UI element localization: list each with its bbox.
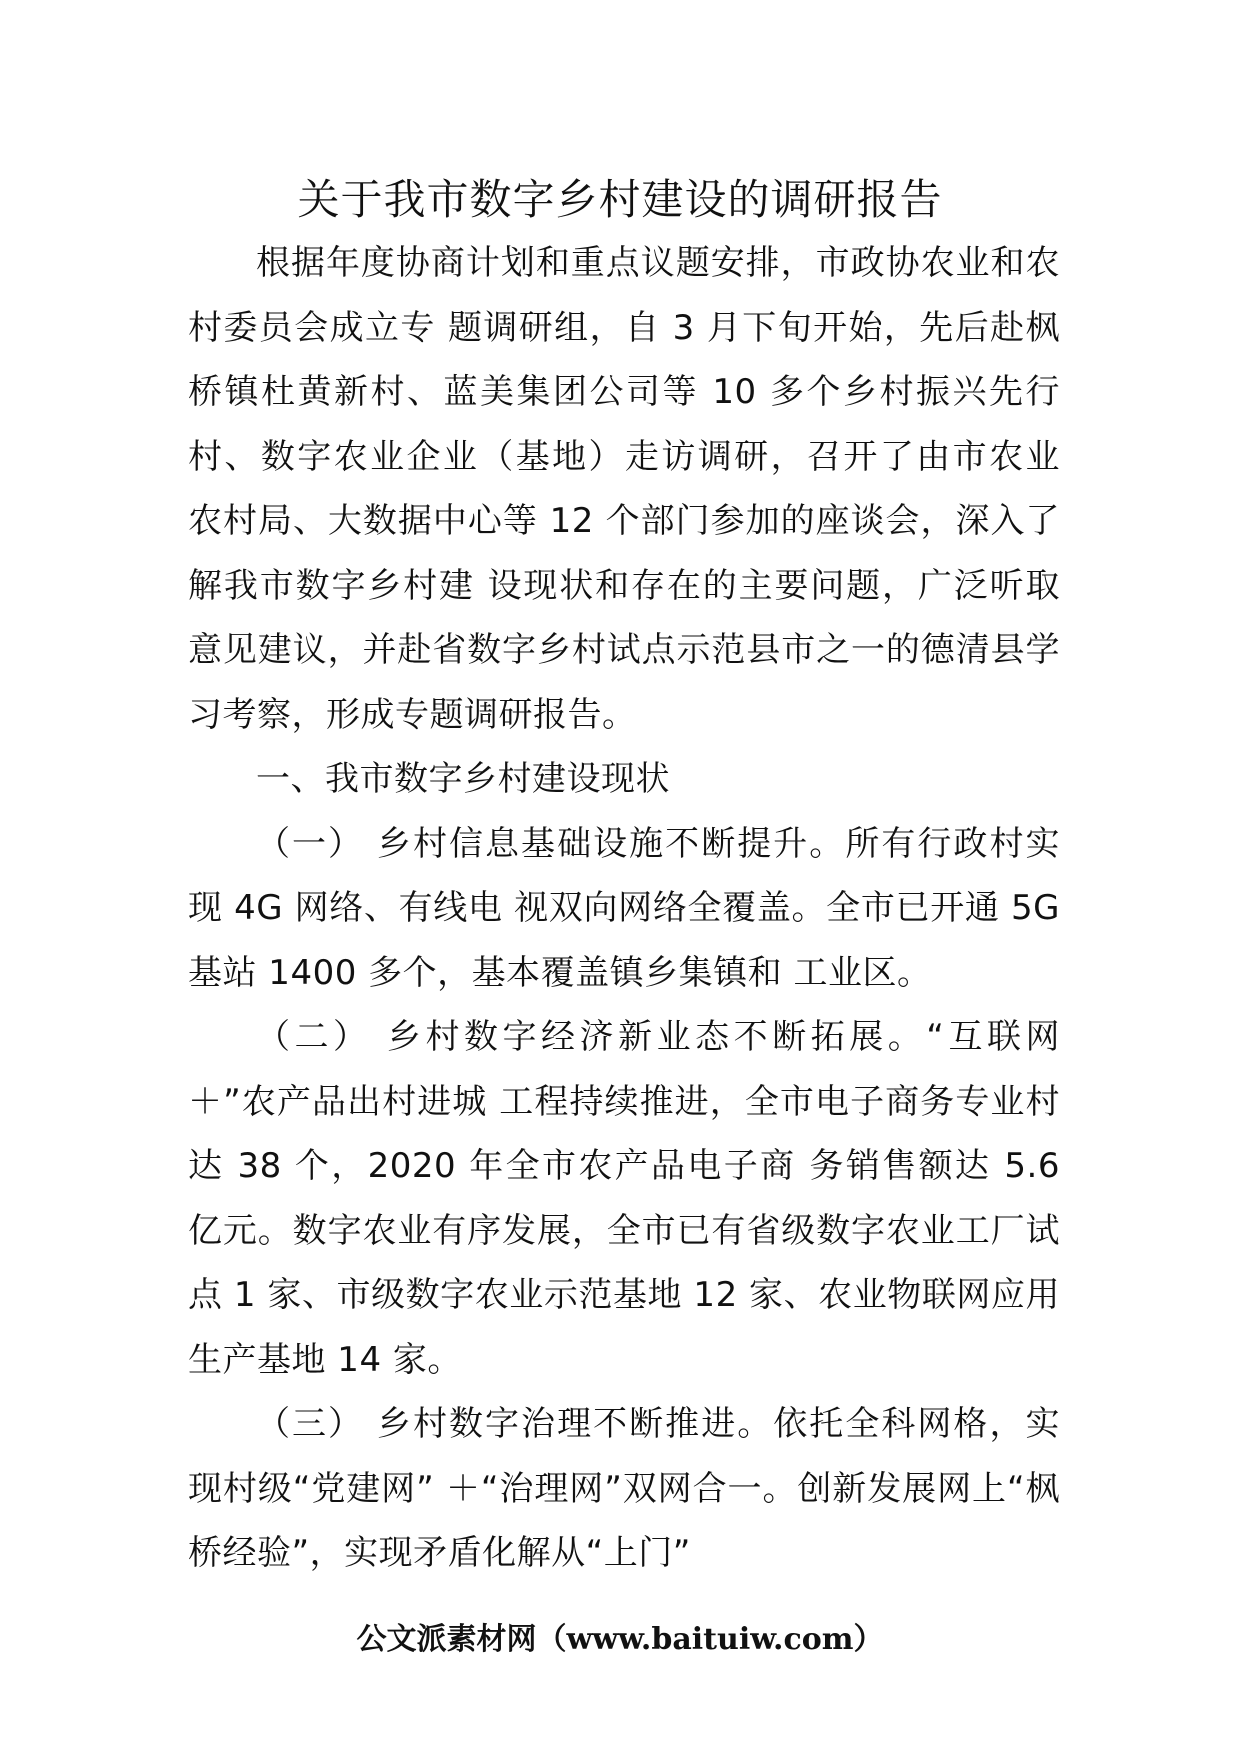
footer-watermark: 公文派素材网（www.baituiw.com） xyxy=(356,1622,884,1657)
document-body xyxy=(188,231,1060,1586)
paragraph-digital-economy: （二） 乡村数字经济新业态不断拓展。“互联网＋”农产品出村进城 工程持续推进，全市电子商务专业村达 38 个，2020 年全市农产品电子商 务销售额达 5.6 亿元。数字农业有序发展，全市已有省级数字农业工厂试 点 1 家、市级数字农业示范基地 12 家、农业物联网应用生产基地 14 家。 xyxy=(188,1017,1060,1380)
paragraph-infrastructure: （一） 乡村信息基础设施不断提升。所有行政村实现 4G 网络、有线电 视双向网络全覆盖。全市已开通 5G 基站 1400 多个，基本覆盖镇乡集镇和 工业区。 xyxy=(188,823,1060,993)
document-title: 关于我市数字乡村建设的调研报告 xyxy=(297,175,943,224)
paragraph-intro: 根据年度协商计划和重点议题安排，市政协农业和农村委员会成立专 题调研组，自 3 月下旬开始，先后赴枫桥镇杜黄新村、蓝美集团公司等 10 多个乡村振兴先行村、数字农业企业（基地）走访调研，召开了由市农业 农村局、大数据中心等 12 个部门参加的座谈会，深入了解我市数字乡村建 设现状和存在的主要问题，广泛听取意见建议，并赴省数字乡村试点示范县市之一的德清县学习考察，形成专题调研报告。 xyxy=(188,243,1060,735)
paragraph-digital-governance: （三） 乡村数字治理不断推进。依托全科网格，实现村级“党建网” ＋“治理网”双网合一。创新发展网上“枫桥经验”，实现矛盾化解从“上门” xyxy=(188,1404,1060,1573)
section-heading: 一、我市数字乡村建设现状 xyxy=(256,759,670,799)
